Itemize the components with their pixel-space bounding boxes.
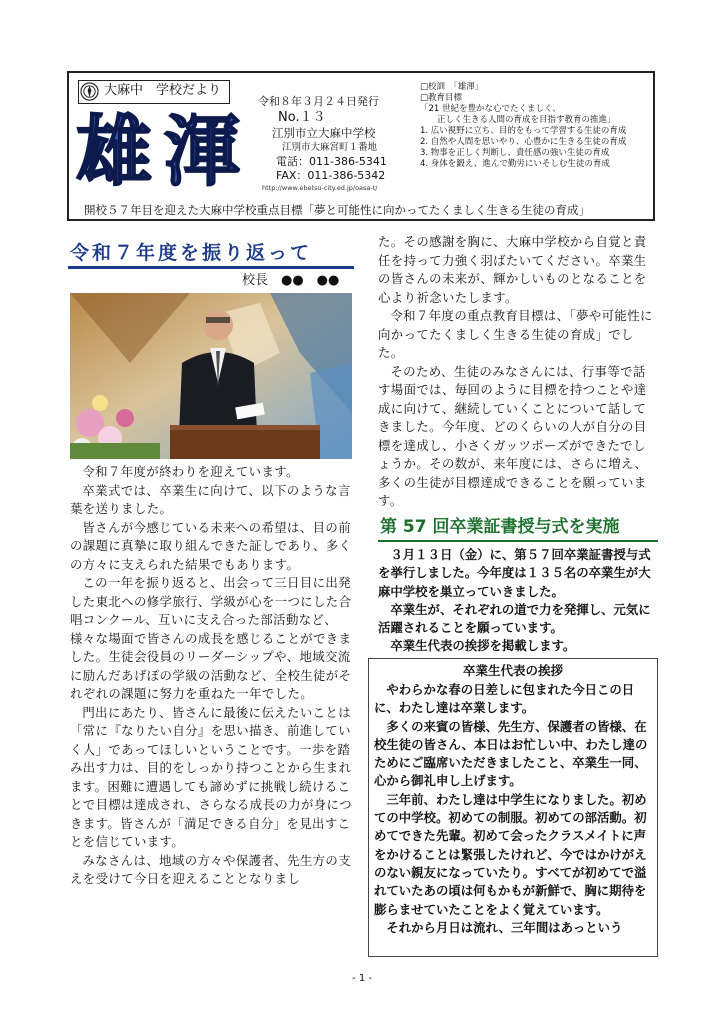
article2-title-rule xyxy=(378,540,658,542)
article2-paragraph: 卒業生代表の挨拶を掲載します。 xyxy=(390,638,576,654)
school-goal-banner: 開校５７年目を迎えた大麻中学校重点目標「夢と可能性に向かってたくましく生きる生徒の育成」 xyxy=(84,203,590,217)
article1-paragraph: そのため、生徒のみなさんには、行事等で話す場面では、毎回のように目標を持つことや達成に向けて、継続していくことについて話してきました。今年度、どのくらいの人が自分の目標を達成し、小さくガッツポーズができたでしょうか。その数が、来年度には、さらに増え、多くの生徒が目標達成できることを願っています。 xyxy=(378,363,648,508)
newsletter-title-char-1: 雄 xyxy=(76,107,152,196)
motto-line: 1. 広い視野に立ち、目的をもって学習する生徒の育成 xyxy=(420,126,627,136)
article1-paragraph: 卒業式では、卒業生に向けて、以下のような言葉を送りました。 xyxy=(70,482,351,516)
speech-paragraph: 多くの来賓の皆様、先生方、保護者の皆様、在校生徒の皆さん、本日はお忙しい中、わたし達のためにご臨席いただきましたこと、卒業生一同、心から御礼申し上げます。 xyxy=(374,718,648,789)
article1-title: 令和７年度を振り返って xyxy=(70,242,313,264)
motto-line: 正しく生きる人間の育成を目指す教育の推進」 xyxy=(420,115,616,125)
page-number: - 1 - xyxy=(352,973,372,984)
motto-line: 2. 自然や人間を思いやり、心豊かに生きる生徒の育成 xyxy=(420,137,627,147)
newsletter-title-char-2: 渾 xyxy=(164,107,240,196)
article2-title: 第 57 回卒業証書授与式を実施 xyxy=(380,517,620,537)
article1-paragraph: 令和７年度の重点教育目標は、「夢や可能性に向かってたくましく生きる生徒の育成」でした。 xyxy=(378,308,653,360)
article2-body xyxy=(378,546,660,656)
motto-line: 4. 身体を鍛え、進んで勤労にいそしむ生徒の育成 xyxy=(420,159,610,169)
speech-paragraph: それから月日は流れ、三年間はあっという xyxy=(386,919,623,935)
school-emblem-icon xyxy=(80,82,99,101)
school-phone: 電話：011-386-5341 xyxy=(276,155,387,168)
article1-paragraph: た。その感謝を胸に、大麻中学校から自覚と責任を持って力強く羽ばたいてください。卒業生の皆さんの未来が、輝かしいものとなることを心より祈念いたします。 xyxy=(378,234,647,305)
article2-paragraph: 卒業生が、それぞれの道で力を発揮し、元気に活躍されることを願っています。 xyxy=(378,601,651,636)
article1-paragraph: 門出にあたり、皆さんに最後に伝えたいことは「常に『なりたい自分』を思い描き、前進していく人」であってほしいということです。一歩を踏み出す力は、目的をしっかり持つことから生まれます。困難に遭遇しても諦めずに挑戦し続けることで目標は達成され、さらなる成長の力が身につきます。皆さんが「満足できる自分」を見出すことを信じています。 xyxy=(70,704,352,849)
school-motto xyxy=(420,82,652,170)
article1-paragraph: 皆さんが今感じている未来への希望は、目の前の課題に真摯に取り組んできた証しであり、多くの方々に支えられた結果でもあります。 xyxy=(70,519,352,572)
school-tag: 大麻中 学校だより xyxy=(104,83,222,98)
principal-photo xyxy=(70,293,352,459)
school-url[interactable]: http://www.ebetsu-city.ed.jp/oasa-t/ xyxy=(262,184,378,192)
school-address: 江別市大麻宮町１番地 xyxy=(282,142,378,153)
article1-paragraph: 令和７年度が終わりを迎えています。 xyxy=(82,464,299,479)
graduate-speech-body xyxy=(374,681,654,937)
article1-paragraph: この一年を振り返ると、出会って三日目に出発した東北への修学旅行、学級が心を一つにした合唱コンクール、互いに支え合った部活動など、様々な場面で皆さんの成長を感じることができました。生徒会役員のリーダーシップや、地域交流に励んだあげぽの学級の活動など、全校生徒がそれぞれの課題に努力を重ねた一年でした。 xyxy=(70,575,352,701)
motto-line: □校訓 「雄渾」 xyxy=(420,82,484,92)
issue-date: 令和８年３月２４日発行 xyxy=(258,95,379,108)
motto-line: 「21 世紀を豊かな心でたくましく、 xyxy=(420,104,561,114)
motto-line: 3. 物事を正しく判断し、責任感の強い生徒の育成 xyxy=(420,148,610,158)
article1-paragraph: みなさんは、地域の方々や保護者、先生方の支えを受けて今日を迎えることとなりまし xyxy=(70,852,351,886)
school-name: 江別市立大麻中学校 xyxy=(272,126,376,140)
article1-body-right xyxy=(378,233,658,511)
graduate-speech-title: 卒業生代表の挨拶 xyxy=(462,663,563,678)
article2-paragraph: ３月１３日（金）に、第５７回卒業証書授与式を挙行しました。今年度は１３５名の卒業生が大麻中学校を巣立っていきました。 xyxy=(378,547,651,599)
speech-paragraph: やわらかな春の日差しに包まれた今日この日に、わたし達は卒業します。 xyxy=(374,682,635,716)
article1-author: 校長 ●● ●● xyxy=(242,273,340,288)
motto-line: □教育目標 xyxy=(420,93,463,103)
issue-number: No.１３ xyxy=(278,110,326,125)
school-fax: FAX：011-386-5342 xyxy=(276,169,386,182)
article1-title-rule xyxy=(68,266,354,269)
article1-body-left xyxy=(70,463,354,889)
speech-paragraph: 三年前、わたし達は中学生になりました。初めての中学校。初めての制服。初めての部活動。初めてできた先輩。初めて会ったクラスメイトに声をかけることは緊張したけれど、今ではかけがえのない親友になっていたり。すべてが初めてで溢れていたあの頃は何もかもが新鮮で、胸に期待を膨らませていたことをよく覚えています。 xyxy=(374,791,647,917)
